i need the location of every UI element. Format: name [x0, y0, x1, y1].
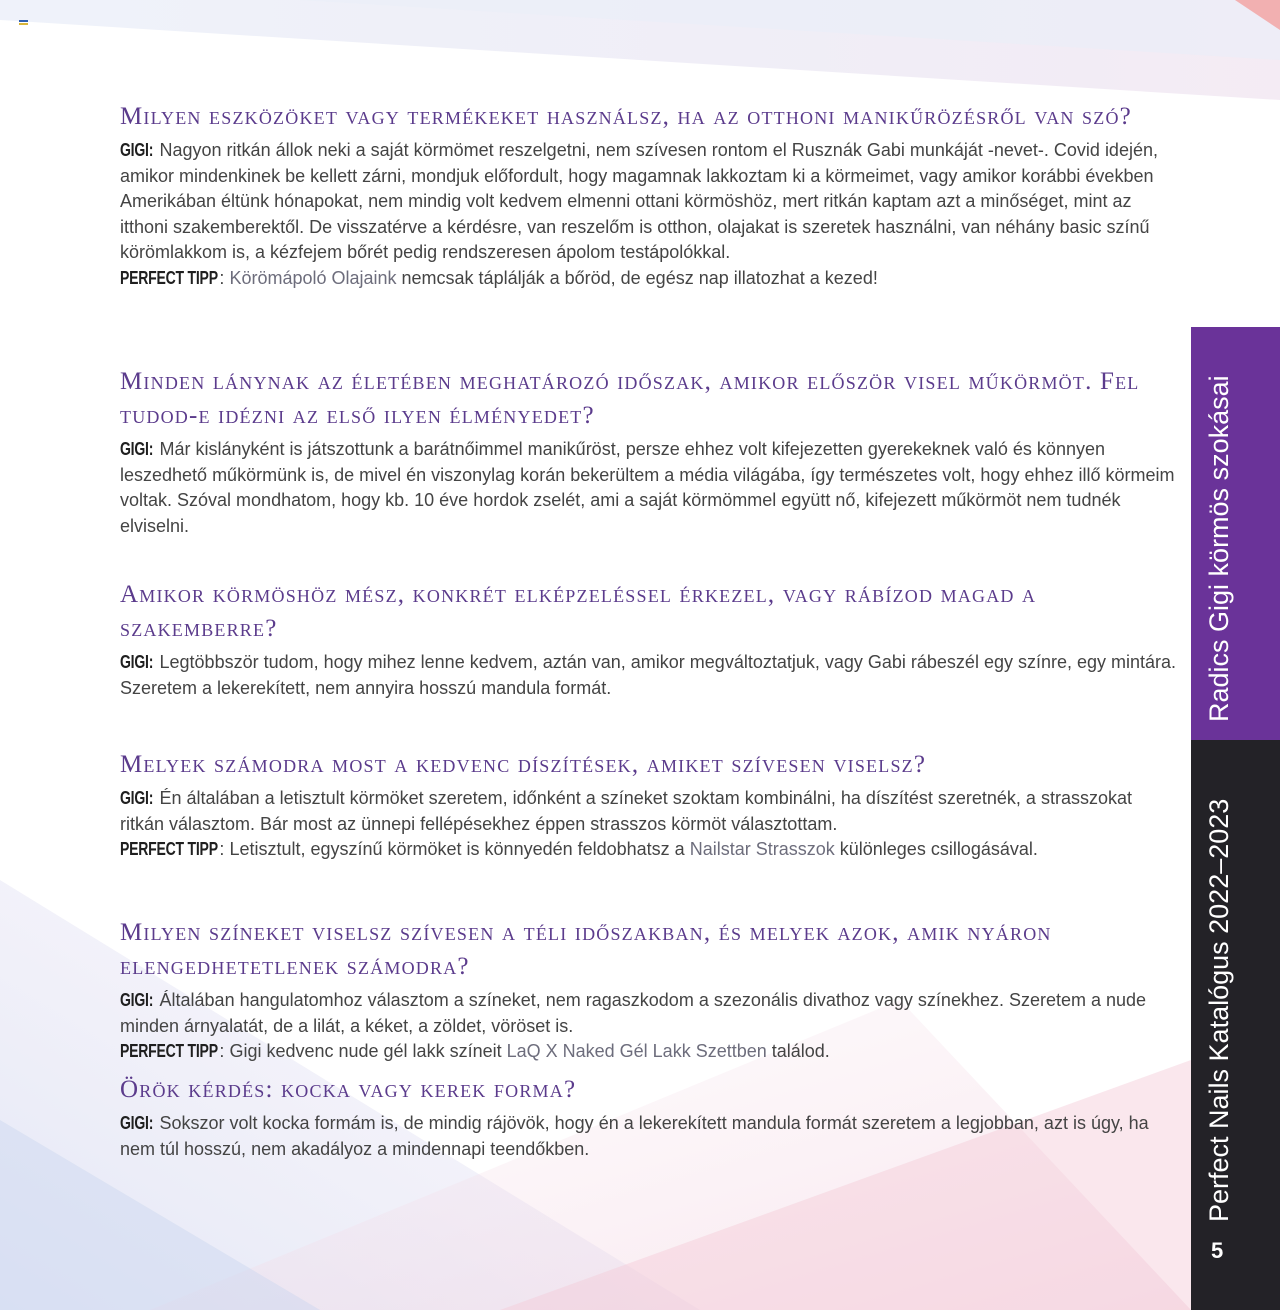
- question-heading: Melyek számodra most a kedvenc díszítések, amiket szívesen viselsz?: [120, 751, 927, 778]
- perfect-tip: PERFECT TIPP: Gigi kedvenc nude gél lakk színeit LaQ X Naked Gél Lakk Szettben találod.: [120, 1039, 1180, 1065]
- tip-text: Gigi kedvenc nude gél lakk színeit: [224, 1041, 507, 1061]
- answer-paragraph: [120, 650, 1180, 701]
- answer-text: Általában hangulatomhoz választom a színeket, nem ragaszkodom a szezonális divathoz vagy színekhez. Szeretem a nude minden árnyalatát, de a lilát, a kéket, a zöldet, vöröset is.: [120, 990, 1147, 1036]
- tip-text: Letisztult, egyszínű körmöket is könnyedén feldobhatsz a: [224, 839, 690, 859]
- gigi-label: GIGI:: [120, 652, 154, 672]
- answer-text: Nagyon ritkán állok neki a saját körmömet reszelgetni, nem szívesen rontom el Rusznák Gabi munkáját -nevet-. Covid idején, amikor mindenkinek be kellett zárni, mondjuk előfordult, hogy magamnak lakkoztam ki a körmeimet, vagy amikor korábbi években Amerikában éltünk hónapokat, nem mindig volt kedvem elmenni ottani körmöshöz, mert ritkán kaptam azt a minőséget, mint az itthoni szakemberektől. De visszatérve a kérdésre, van reszelőm is otthon, olajakat is szeretek használni, van néhány basic színű körömlakkom is, a kézfejem bőrét pedig rendszeresen ápolom testápolókkal.: [120, 140, 1158, 262]
- tip-text: nemcsak táplálják a bőröd, de egész nap illatozhat a kezed!: [396, 267, 878, 288]
- answer-paragraph: [120, 1111, 1180, 1162]
- gigi-label: GIGI:: [120, 439, 154, 459]
- tip-text: különleges csillogásával.: [834, 839, 1038, 859]
- question-heading: Milyen eszközöket vagy termékeket használsz, ha az otthoni manikűrözésről van szó?: [120, 103, 1132, 130]
- qa-section-6: [120, 1073, 1180, 1162]
- qa-section-4: [120, 748, 1180, 916]
- qa-section-3: [120, 578, 1180, 748]
- menu-icon[interactable]: [19, 20, 28, 27]
- gigi-label: GIGI:: [120, 1113, 154, 1133]
- qa-section-1: [120, 100, 1180, 365]
- answer-text: Sokszor volt kocka formám is, de mindig rájövök, hogy én a lekerekített mandula formát szeretem a legjobban, azt is úgy, ha nem túl hosszú, nem akadályoz a mindennapi teendőkben.: [120, 1113, 1149, 1159]
- answer-paragraph: [120, 138, 1180, 266]
- answer-paragraph: [120, 786, 1180, 837]
- gigi-label: GIGI:: [120, 990, 154, 1010]
- catalog-title: Perfect Nails Katalógus 2022–2023: [1204, 798, 1234, 1222]
- perfect-tip: PERFECT TIPP: Körömápoló Olajaink nemcsak táplálják a bőröd, de egész nap illatozhat a kezed!: [120, 266, 1180, 292]
- answer-text: Már kislányként is játszottunk a barátnőimmel manikűröst, persze ehhez volt kifejezetten gyerekeknek való és könnyen leszedhető műkörmünk is, de mivel én viszonylag korán bekerültem a média világába, így természetes volt, hogy ehhez illő körmeim voltak. Szóval mondhatom, hogy kb. 10 éve hordok zselét, ami a saját körmömmel együtt nő, kifejezett műkörmöt nem tudnék elviselni.: [120, 439, 1175, 536]
- gigi-label: GIGI:: [120, 788, 154, 808]
- question-heading: Milyen színeket viselsz szívesen a téli időszakban, és melyek azok, amik nyáron elengedhetetlenek számodra?: [120, 919, 1052, 980]
- product-link[interactable]: LaQ X Naked Gél Lakk Szettben: [506, 1041, 767, 1061]
- gigi-label: GIGI:: [120, 140, 154, 160]
- tip-label: PERFECT TIPP: [120, 839, 218, 859]
- question-heading: Amikor körmöshöz mész, konkrét elképzeléssel érkezel, vagy rábízod magad a szakemberre?: [120, 581, 1037, 642]
- qa-section-5: [120, 916, 1180, 1073]
- answer-paragraph: [120, 988, 1180, 1039]
- qa-section-2: [120, 365, 1180, 578]
- perfect-tip: PERFECT TIPP: Letisztult, egyszínű körmöket is könnyedén feldobhatsz a Nailstar Strasszok különleges csillogásával.: [120, 837, 1180, 863]
- product-link[interactable]: Nailstar Strasszok: [689, 839, 835, 859]
- tip-label: PERFECT TIPP: [120, 267, 218, 288]
- question-heading: Örök kérdés: kocka vagy kerek forma?: [120, 1076, 577, 1103]
- tip-text: találod.: [766, 1041, 830, 1061]
- page-number: 5: [1211, 1238, 1224, 1263]
- answer-text: Én általában a letisztult körmöket szeretem, időnként a színeket szoktam kombinálni, ha díszítést szeretnék, a strasszokat ritkán választom. Bár most az ünnepi fellépésekhez éppen strasszos körmöt választottam.: [120, 788, 1132, 834]
- section-title: Radics Gigi körmös szokásai: [1204, 375, 1234, 722]
- interview-content: [120, 100, 1180, 1162]
- question-heading: Minden lánynak az életében meghatározó időszak, amikor először visel műkörmöt. Fel tudod-e idézni az első ilyen élményedet?: [120, 368, 1140, 429]
- answer-paragraph: [120, 437, 1180, 539]
- tip-label: PERFECT TIPP: [120, 1041, 218, 1061]
- answer-text: Legtöbbször tudom, hogy mihez lenne kedvem, aztán van, amikor megváltoztatjuk, vagy Gabi rábeszél egy színre, egy mintára. Szeretem a lekerekített, nem annyira hosszú mandula formát.: [120, 652, 1177, 698]
- product-link[interactable]: Körömápoló Olajaink: [229, 267, 397, 288]
